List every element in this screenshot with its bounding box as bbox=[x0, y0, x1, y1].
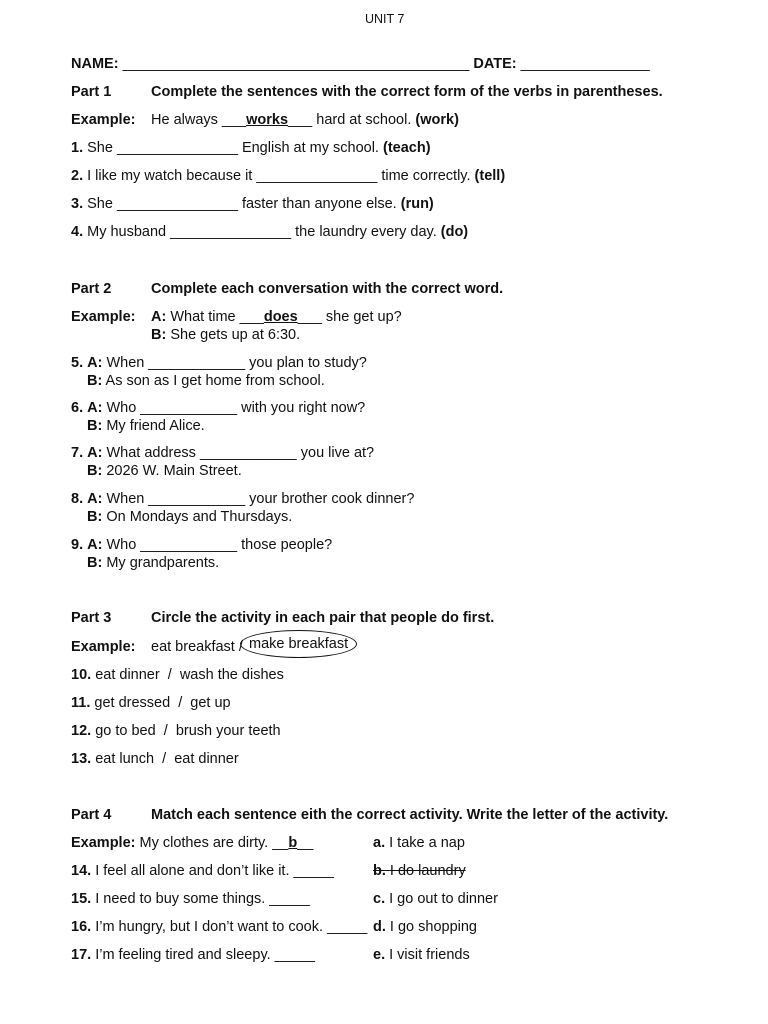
speaker-b-label: B: bbox=[87, 373, 103, 389]
speaker-b-label: B: bbox=[151, 327, 167, 343]
question-12 bbox=[71, 722, 281, 740]
part4-instruction: Match each sentence eith the correct activity. Write the letter of the activity. bbox=[151, 807, 669, 823]
question-6-b bbox=[87, 417, 205, 435]
question-text: When ____________ your brother cook dinner? bbox=[106, 491, 415, 507]
question-9-b bbox=[87, 554, 219, 572]
speaker-a-label: A: bbox=[87, 491, 103, 507]
question-number: 13. bbox=[71, 751, 92, 767]
example-answer: does bbox=[263, 309, 298, 325]
speaker-b-label: B: bbox=[87, 418, 103, 434]
question-3 bbox=[71, 195, 434, 213]
question-8-b bbox=[87, 508, 292, 526]
part3-instruction: Circle the activity in each pair that people do first. bbox=[151, 610, 495, 626]
example-sentence: My clothes are dirty. bbox=[139, 835, 269, 851]
speaker-b-label: B: bbox=[87, 463, 103, 479]
name-date-row bbox=[71, 55, 650, 73]
question-text: Who ____________ those people? bbox=[106, 537, 333, 553]
question-number: 6. bbox=[71, 400, 84, 416]
question-text: She _______________ English at my school. bbox=[87, 140, 379, 156]
speaker-a-label: A: bbox=[151, 309, 167, 325]
answer-text: My friend Alice. bbox=[106, 418, 205, 434]
part2-example-a bbox=[151, 308, 402, 326]
circled-answer: make breakfast bbox=[240, 630, 357, 658]
part1-example-sentence bbox=[151, 111, 459, 129]
answer-text: My grandparents. bbox=[106, 555, 220, 571]
activity-c bbox=[373, 890, 498, 908]
question-number: 9. bbox=[71, 537, 84, 553]
question-number: 15. bbox=[71, 891, 92, 907]
answer-text: On Mondays and Thursdays. bbox=[106, 509, 293, 525]
activity-letter: b. bbox=[373, 863, 386, 879]
activity-text: I take a nap bbox=[389, 835, 465, 851]
speaker-b-label: B: bbox=[87, 555, 103, 571]
example-answer: b bbox=[288, 835, 298, 851]
part2-label: Part 2 bbox=[71, 281, 112, 297]
speaker-a-label: A: bbox=[87, 355, 103, 371]
question-number: 16. bbox=[71, 919, 92, 935]
question-pair: eat dinner / wash the dishes bbox=[95, 667, 284, 683]
question-text: I’m feeling tired and sleepy. _____ bbox=[95, 947, 315, 963]
activity-b-crossed-out bbox=[373, 862, 466, 880]
activity-d bbox=[373, 918, 477, 936]
question-verb: (tell) bbox=[474, 168, 506, 184]
example-b-text: She gets up at 6:30. bbox=[170, 327, 301, 343]
question-5-a bbox=[71, 354, 367, 372]
example-answer: works bbox=[246, 112, 289, 128]
question-number: 11. bbox=[71, 695, 91, 711]
question-1 bbox=[71, 139, 431, 157]
example-text-pre: He always ___ bbox=[151, 112, 247, 128]
activity-text: I go out to dinner bbox=[389, 891, 498, 907]
speaker-a-label: A: bbox=[87, 400, 103, 416]
part1-instruction: Complete the sentences with the correct form of the verbs in parentheses. bbox=[151, 84, 663, 100]
activity-letter: d. bbox=[373, 919, 386, 935]
example-text-post: ___ hard at school. bbox=[288, 112, 412, 128]
question-number: 17. bbox=[71, 947, 92, 963]
part2-example-b bbox=[151, 326, 300, 344]
activity-letter: e. bbox=[373, 947, 386, 963]
activity-letter: c. bbox=[373, 891, 386, 907]
question-number: 1. bbox=[71, 140, 84, 156]
question-number: 7. bbox=[71, 445, 84, 461]
activity-letter: a. bbox=[373, 835, 386, 851]
question-text: I need to buy some things. _____ bbox=[95, 891, 310, 907]
question-number: 5. bbox=[71, 355, 84, 371]
question-pair: get dressed / get up bbox=[94, 695, 231, 711]
question-8-a bbox=[71, 490, 414, 508]
question-13 bbox=[71, 750, 239, 768]
part2-example-label: Example: bbox=[71, 309, 136, 325]
speaker-a-label: A: bbox=[87, 445, 103, 461]
question-9-a bbox=[71, 536, 332, 554]
speaker-a-label: A: bbox=[87, 537, 103, 553]
question-text: Who ____________ with you right now? bbox=[106, 400, 366, 416]
question-number: 8. bbox=[71, 491, 84, 507]
activity-text: I do laundry bbox=[389, 863, 466, 879]
question-text: She _______________ faster than anyone else. bbox=[87, 196, 397, 212]
part1-example-label: Example: bbox=[71, 112, 136, 128]
date-blank: ________________ bbox=[520, 56, 650, 72]
question-verb: (do) bbox=[440, 224, 469, 240]
activity-a bbox=[373, 834, 465, 852]
example-circled-option bbox=[244, 630, 357, 658]
part1-label: Part 1 bbox=[71, 84, 112, 100]
part4-example bbox=[71, 834, 313, 852]
unit-title: UNIT 7 bbox=[365, 12, 405, 26]
question-text: I like my watch because it _______________ time correctly. bbox=[87, 168, 471, 184]
question-17 bbox=[71, 946, 315, 964]
question-11 bbox=[71, 694, 231, 712]
example-text-pre: What time ___ bbox=[170, 309, 264, 325]
question-5-b bbox=[87, 372, 325, 390]
part4-example-label: Example: bbox=[71, 835, 136, 851]
question-16 bbox=[71, 918, 367, 936]
activity-text: I visit friends bbox=[389, 947, 470, 963]
activity-text: I go shopping bbox=[389, 919, 477, 935]
date-label: DATE: bbox=[473, 56, 517, 72]
question-text: I feel all alone and don’t like it. _____ bbox=[95, 863, 334, 879]
activity-e bbox=[373, 946, 470, 964]
question-number: 4. bbox=[71, 224, 84, 240]
example-text-pre: __ bbox=[272, 835, 289, 851]
question-10 bbox=[71, 666, 284, 684]
part2-instruction: Complete each conversation with the correct word. bbox=[151, 281, 504, 297]
name-label: NAME: bbox=[71, 56, 119, 72]
answer-text: 2026 W. Main Street. bbox=[106, 463, 242, 479]
question-7-b bbox=[87, 462, 242, 480]
answer-text: As son as I get home from school. bbox=[105, 373, 325, 389]
question-text: When ____________ you plan to study? bbox=[106, 355, 367, 371]
question-2 bbox=[71, 167, 505, 185]
part3-example-pair bbox=[151, 638, 243, 656]
question-text: My husband _______________ the laundry every day. bbox=[87, 224, 437, 240]
name-blank: ___________________________________________ bbox=[122, 56, 470, 72]
question-number: 14. bbox=[71, 863, 92, 879]
part3-label: Part 3 bbox=[71, 610, 112, 626]
question-4 bbox=[71, 223, 468, 241]
question-number: 2. bbox=[71, 168, 84, 184]
part4-label: Part 4 bbox=[71, 807, 112, 823]
question-pair: go to bed / brush your teeth bbox=[95, 723, 281, 739]
question-7-a bbox=[71, 444, 374, 462]
question-number: 12. bbox=[71, 723, 92, 739]
question-verb: (teach) bbox=[382, 140, 431, 156]
question-number: 3. bbox=[71, 196, 84, 212]
example-text-post: ___ she get up? bbox=[297, 309, 402, 325]
example-text-post: __ bbox=[297, 835, 314, 851]
question-text: What address ____________ you live at? bbox=[106, 445, 375, 461]
question-14 bbox=[71, 862, 334, 880]
pair-separator: / bbox=[238, 639, 243, 655]
question-6-a bbox=[71, 399, 365, 417]
question-15 bbox=[71, 890, 310, 908]
question-pair: eat lunch / eat dinner bbox=[95, 751, 239, 767]
question-verb: (run) bbox=[400, 196, 434, 212]
speaker-b-label: B: bbox=[87, 509, 103, 525]
example-verb: (work) bbox=[415, 112, 459, 128]
question-text: I’m hungry, but I don’t want to cook. _____ bbox=[95, 919, 368, 935]
question-number: 10. bbox=[71, 667, 92, 683]
part3-example-label: Example: bbox=[71, 639, 136, 655]
example-left-option: eat breakfast bbox=[151, 639, 235, 655]
